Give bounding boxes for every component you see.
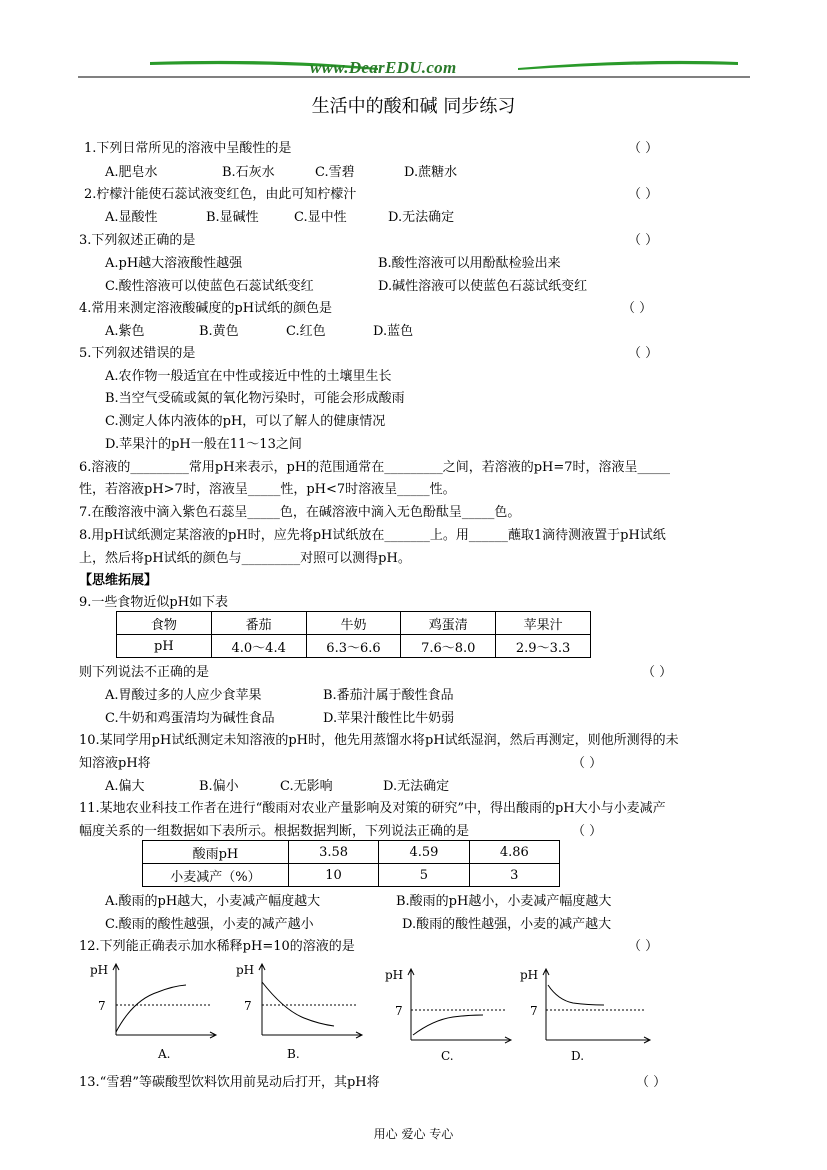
q9-paren: （ ） xyxy=(642,665,673,680)
q11-cell: 小麦减产（%） xyxy=(143,864,289,887)
q8-line2: 上，然后将pH试纸的颜色与_________对照可以测得pH。 xyxy=(79,551,411,566)
graph-a-seven: 7 xyxy=(98,999,106,1013)
q9-cell: 7.6～8.0 xyxy=(401,635,496,658)
q11-option-b: B.酸雨的pH越小，小麦减产幅度越大 xyxy=(396,894,612,909)
q11-cell: 4.86 xyxy=(469,841,559,864)
q3-stem: 3.下列叙述正确的是 xyxy=(79,233,196,248)
graph-d-seven: 7 xyxy=(530,1004,538,1018)
q10-option-b: B.偏小 xyxy=(199,779,239,794)
q5-option-c: C.测定人体内液体的pH，可以了解人的健康情况 xyxy=(105,414,386,429)
q11-cell: 4.59 xyxy=(379,841,469,864)
q5-stem: 5.下列叙述错误的是 xyxy=(79,346,196,361)
q8-line1: 8.用pH试纸测定某溶液的pH时，应先将pH试纸放在_______上。用______蘸取1滴待测液置于pH试纸 xyxy=(79,528,666,543)
q5-option-a: A.农作物一般适宜在中性或接近中性的土壤里生长 xyxy=(105,369,392,384)
q4-option-c: C.红色 xyxy=(286,324,326,339)
q2-stem: 2.柠檬汁能使石蕊试液变红色，由此可知柠檬汁 xyxy=(84,187,357,202)
q1-stem: 1.下列日常所见的溶液中呈酸性的是 xyxy=(84,141,292,156)
graph-a xyxy=(88,960,218,1065)
q3-option-a: A.pH越大溶液酸性越强 xyxy=(105,256,243,271)
q9-option-b: B.番茄汁属于酸性食品 xyxy=(323,688,454,703)
graph-c-seven: 7 xyxy=(395,1004,403,1018)
graph-c xyxy=(383,965,513,1070)
q10-option-d: D.无法确定 xyxy=(383,779,450,794)
graph-b-axis-label: pH xyxy=(236,963,255,977)
graph-d-axis-label: pH xyxy=(520,968,539,982)
q9-cell: 4.0～4.4 xyxy=(211,635,306,658)
q9-cell: pH xyxy=(117,635,212,658)
q9-stem2: 则下列说法不正确的是 xyxy=(79,665,210,680)
q4-stem: 4.常用来测定溶液酸碱度的pH试纸的颜色是 xyxy=(79,301,333,316)
q3-option-d: D.碱性溶液可以使蓝色石蕊试纸变红 xyxy=(378,279,588,294)
q4-option-d: D.蓝色 xyxy=(373,324,414,339)
q9-table xyxy=(116,611,591,658)
q9-header-cell: 牛奶 xyxy=(306,612,401,635)
site-logo: www.DearEDU.com xyxy=(310,58,457,77)
q1-option-c: C.雪碧 xyxy=(315,165,355,180)
q10-line1: 10.某同学用pH试纸测定未知溶液的pH时，他先用蒸馏水将pH试纸湿润，然后再测定，则他所测得的未 xyxy=(79,733,679,748)
q9-header-cell: 番茄 xyxy=(211,612,306,635)
q12-stem: 12.下列能正确表示加水稀释pH=10的溶液的是 xyxy=(79,939,355,954)
q11-option-a: A.酸雨的pH越大，小麦减产幅度越大 xyxy=(105,894,321,909)
q3-paren: （ ） xyxy=(628,233,659,248)
graph-c-axis-label: pH xyxy=(385,968,404,982)
q5-option-d: D.苹果汁的pH一般在11～13之间 xyxy=(105,437,302,452)
q1-option-a: A.肥皂水 xyxy=(105,165,158,180)
q9-cell: 6.3～6.6 xyxy=(306,635,401,658)
q11-cell: 酸雨pH xyxy=(143,841,289,864)
q11-cell: 3 xyxy=(469,864,559,887)
q11-line1: 11.某地农业科技工作者在进行“酸雨对农业产量影响及对策的研究”中，得出酸雨的pH大小与小麦减产 xyxy=(79,801,666,816)
q1-option-b: B.石灰水 xyxy=(222,165,275,180)
q1-paren: （ ） xyxy=(628,141,659,156)
graph-c-label: C. xyxy=(441,1049,454,1063)
q11-option-c: C.酸雨的酸性越强，小麦的减产越小 xyxy=(105,917,314,932)
q9-option-d: D.苹果汁酸性比牛奶弱 xyxy=(323,711,455,726)
q3-option-b: B.酸性溶液可以用酚酞检验出来 xyxy=(378,256,561,271)
q11-paren: （ ） xyxy=(572,824,603,839)
graph-b-label: B. xyxy=(287,1047,300,1061)
q9-option-a: A.胃酸过多的人应少食苹果 xyxy=(105,688,262,703)
q5-option-b: B.当空气受硫或氮的氧化物污染时，可能会形成酸雨 xyxy=(105,391,405,406)
q3-option-c: C.酸性溶液可以使蓝色石蕊试纸变红 xyxy=(105,279,314,294)
q11-option-d: D.酸雨的酸性越强，小麦的减产越大 xyxy=(402,917,612,932)
q9-header-cell: 食物 xyxy=(117,612,212,635)
q13-paren: （ ） xyxy=(636,1075,667,1090)
section-heading: 【思维拓展】 xyxy=(79,573,158,588)
page-footer: 用心 爱心 专心 xyxy=(373,1127,454,1141)
q7-line1: 7.在酸溶液中滴入紫色石蕊呈_____色，在碱溶液中滴入无色酚酞呈_____色。 xyxy=(79,505,521,520)
q2-paren: （ ） xyxy=(628,187,659,202)
q9-cell: 2.9～3.3 xyxy=(496,635,591,658)
q4-option-a: A.紫色 xyxy=(105,324,145,339)
q5-paren: （ ） xyxy=(628,346,659,361)
q4-paren: （ ） xyxy=(622,301,653,316)
q10-paren: （ ） xyxy=(572,756,603,771)
graph-a-label: A. xyxy=(158,1047,171,1061)
q11-cell: 10 xyxy=(288,864,378,887)
graph-a-axis-label: pH xyxy=(90,963,109,977)
q9-option-c: C.牛奶和鸡蛋清均为碱性食品 xyxy=(105,711,275,726)
q10-line2: 知溶液pH将 xyxy=(79,756,151,771)
q11-cell: 5 xyxy=(379,864,469,887)
q11-cell: 3.58 xyxy=(288,841,378,864)
graph-d xyxy=(518,965,653,1070)
q6-line2: 性，若溶液pH>7时，溶液呈_____性，pH<7时溶液呈_____性。 xyxy=(79,482,456,497)
q10-option-a: A.偏大 xyxy=(105,779,145,794)
q2-option-c: C.显中性 xyxy=(294,210,347,225)
graph-d-label: D. xyxy=(571,1049,585,1063)
q13-stem: 13.“雪碧”等碳酸型饮料饮用前晃动后打开，其pH将 xyxy=(79,1075,380,1090)
q6-line1: 6.溶液的_________常用pH来表示，pH的范围通常在_________之间，若溶液的pH=7时，溶液呈_____ xyxy=(79,460,671,475)
q10-option-c: C.无影响 xyxy=(280,779,333,794)
graph-b xyxy=(234,960,364,1065)
q12-paren: （ ） xyxy=(628,939,659,954)
graph-b-seven: 7 xyxy=(244,999,252,1013)
q2-option-d: D.无法确定 xyxy=(388,210,455,225)
q2-option-a: A.显酸性 xyxy=(105,210,158,225)
page-title: 生活中的酸和碱 同步练习 xyxy=(311,96,516,117)
q9-header-cell: 鸡蛋清 xyxy=(401,612,496,635)
q11-line2: 幅度关系的一组数据如下表所示。根据数据判断，下列说法正确的是 xyxy=(79,824,470,839)
q4-option-b: B.黄色 xyxy=(199,324,239,339)
q9-stem: 9.一些食物近似pH如下表 xyxy=(79,595,229,610)
q1-option-d: D.蔗糖水 xyxy=(404,165,458,180)
q9-header-cell: 苹果汁 xyxy=(496,612,591,635)
q11-table xyxy=(142,840,560,887)
q2-option-b: B.显碱性 xyxy=(206,210,259,225)
